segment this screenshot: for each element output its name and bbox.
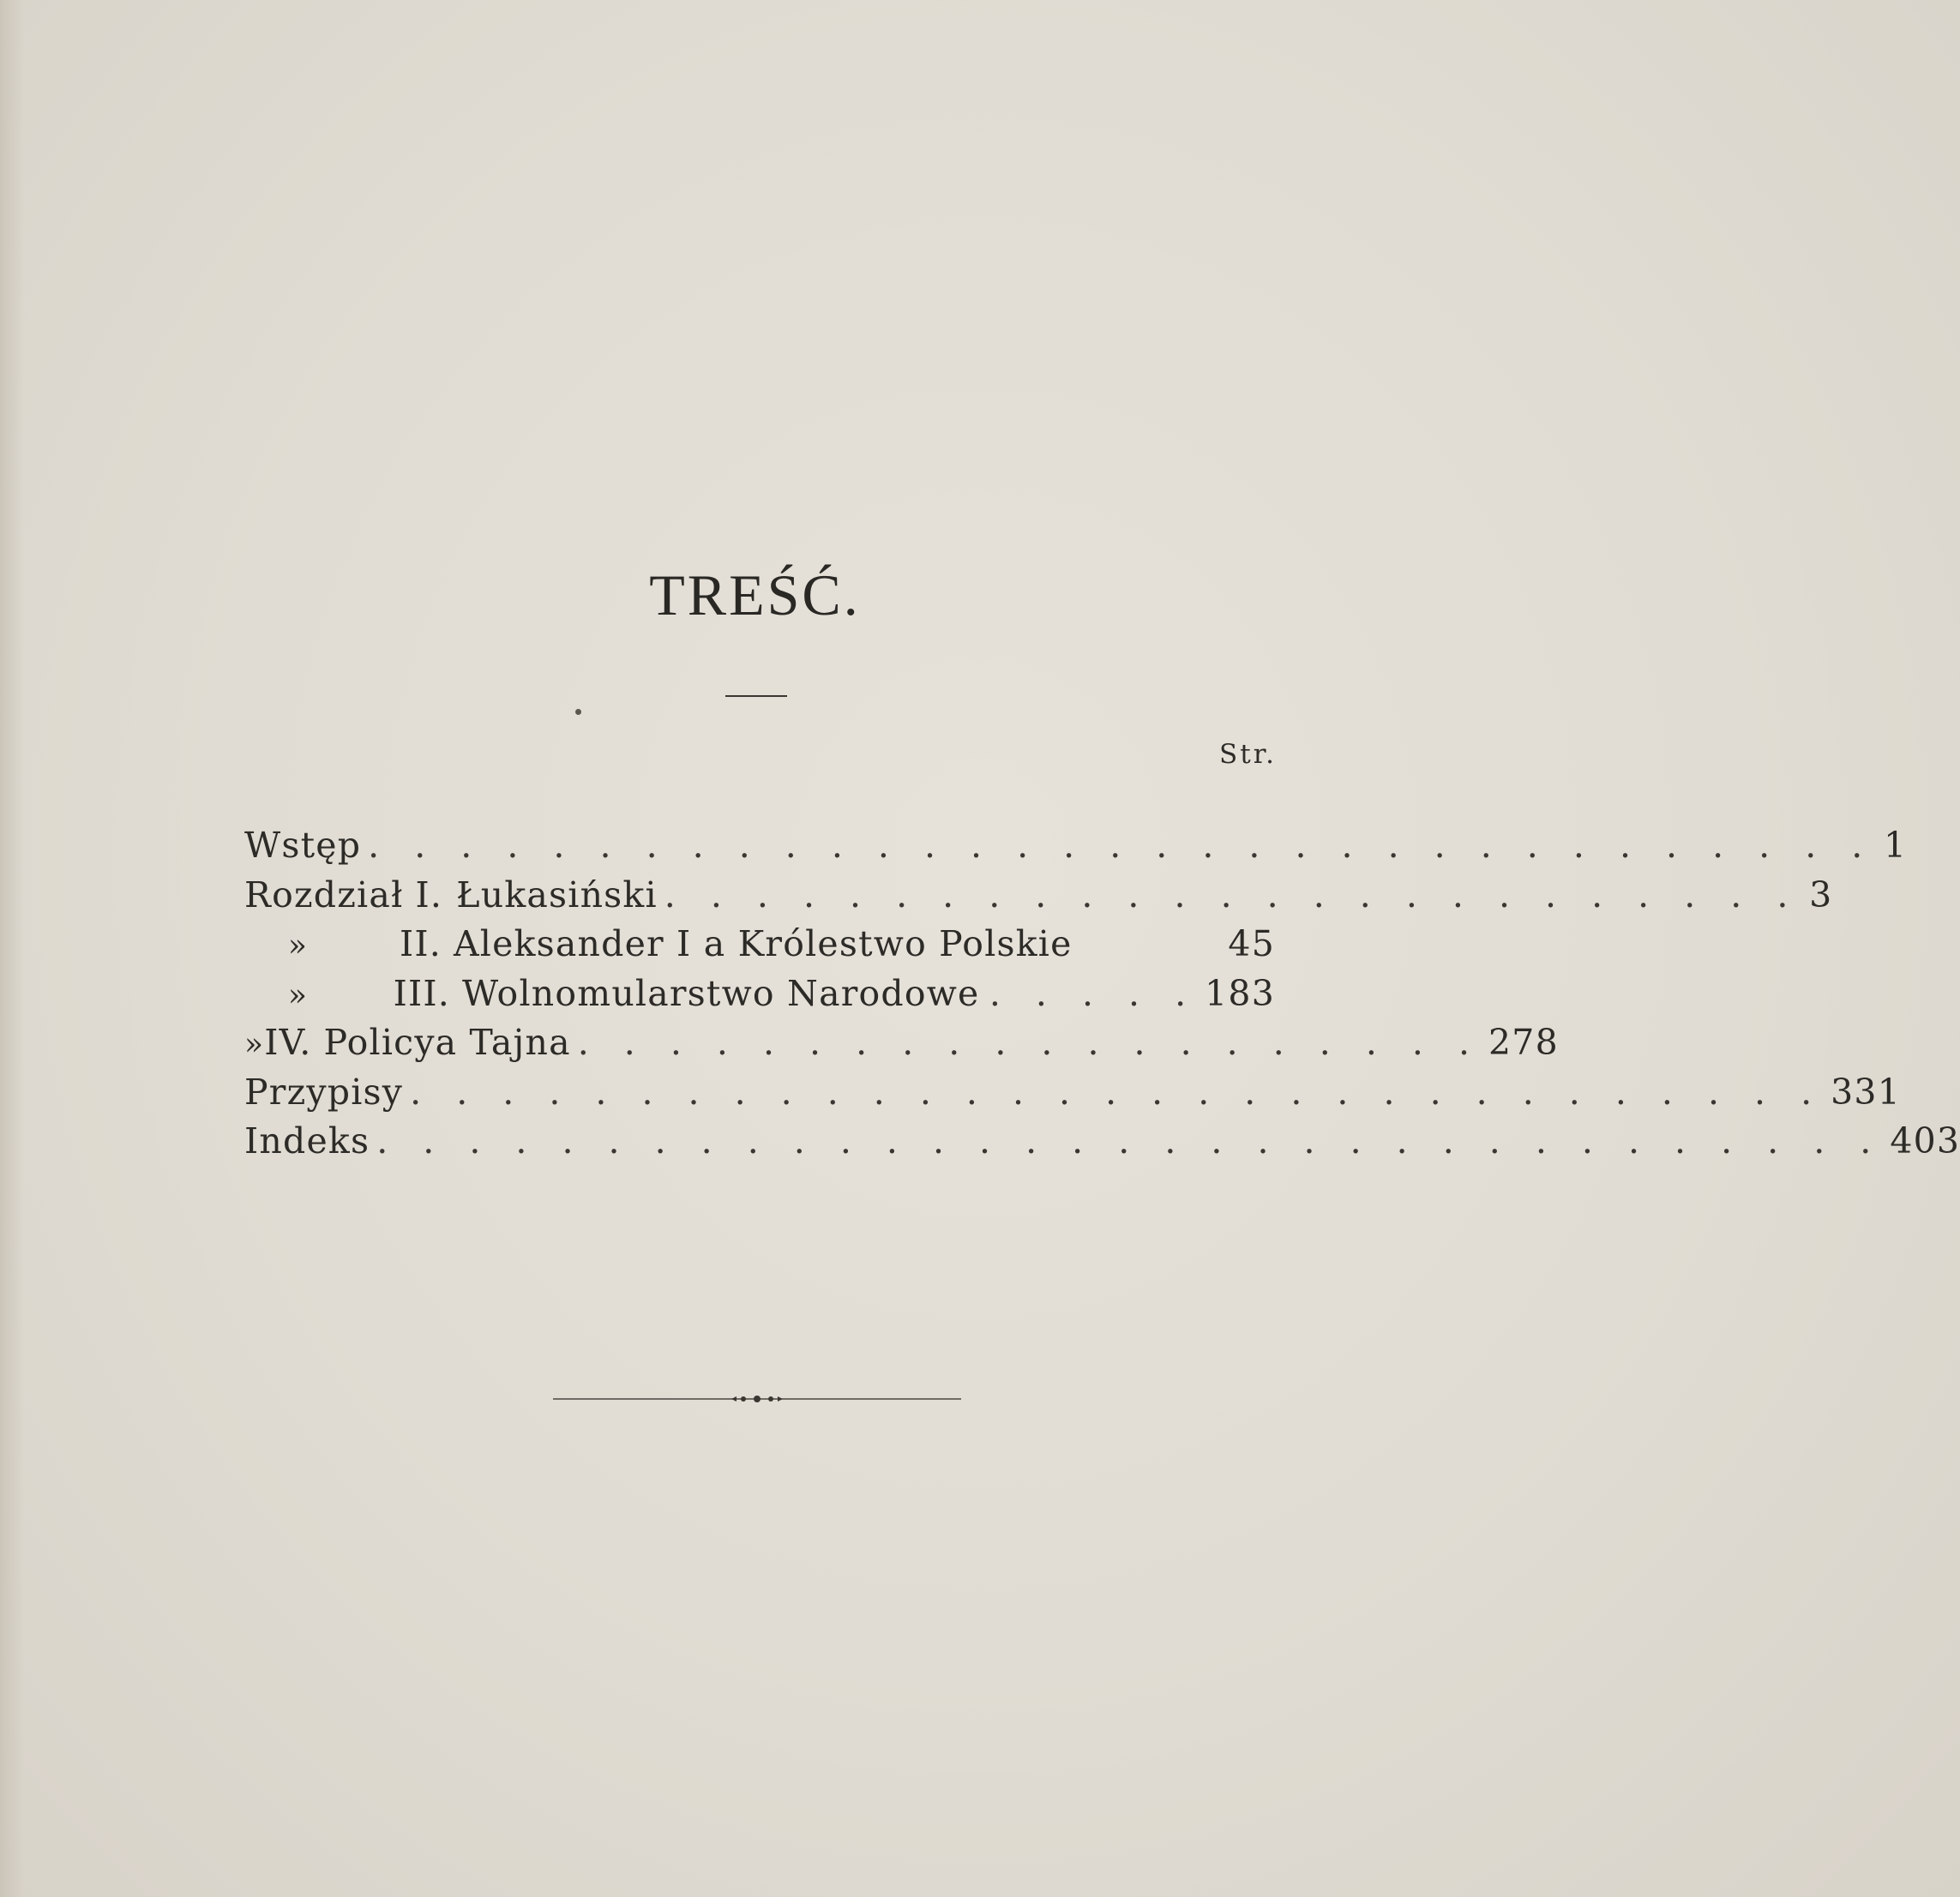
leader-dots: . . . . . . . . . . . . . . . . . . . . . . . . . . . . . . . . . bbox=[376, 1120, 1884, 1162]
chapter-title: Aleksander I a Królestwo Polskie bbox=[454, 923, 1073, 964]
ink-speck bbox=[575, 709, 581, 715]
page-number: 403 bbox=[1890, 1120, 1960, 1162]
chapter-title: Łukasiński bbox=[456, 873, 658, 915]
page-column-label: Str. bbox=[1219, 739, 1277, 770]
page-title: TREŚĆ. bbox=[649, 562, 861, 627]
page-number: 45 bbox=[1228, 923, 1275, 964]
chapter-title: Policya Tajna bbox=[323, 1022, 571, 1063]
entry-title: Wstęp bbox=[244, 825, 362, 866]
ditto-mark: » bbox=[287, 928, 309, 964]
toc-entry-chapter-4 bbox=[244, 1022, 1559, 1072]
table-of-contents bbox=[244, 825, 1960, 1170]
title-rule bbox=[725, 695, 787, 697]
toc-entry-chapter-3 bbox=[244, 973, 1275, 1023]
leader-dots: . . . . . . . . . . . . . . . . . . . . . . . . . . . . . . . bbox=[410, 1071, 1825, 1113]
toc-entry-chapter-1 bbox=[244, 873, 1833, 924]
leader-dots: . . . . . . . . . . . . . . . . . . . . . . . . . . . . . . . . . bbox=[368, 825, 1875, 866]
page-number: 1 bbox=[1884, 825, 1908, 866]
leader-dots: . . . . . . . . . . . . . . . . . . . . . . . . . bbox=[664, 873, 1801, 915]
toc-entry-indeks bbox=[244, 1120, 1960, 1170]
page-number: 183 bbox=[1205, 972, 1275, 1014]
chapter-numeral: III. bbox=[393, 972, 450, 1014]
chapter-numeral: I. bbox=[415, 873, 443, 915]
ornament-divider bbox=[553, 1389, 961, 1409]
ditto-mark: » bbox=[287, 977, 309, 1013]
page-number: 3 bbox=[1809, 873, 1833, 915]
entry-lead: Rozdział bbox=[244, 873, 404, 915]
toc-entry-przypisy bbox=[244, 1071, 1901, 1121]
leader-dots: . . . . . bbox=[989, 972, 1199, 1014]
chapter-title: Wolnomularstwo Narodowe bbox=[462, 972, 980, 1014]
chapter-numeral: II. bbox=[399, 923, 442, 964]
toc-entry-chapter-2 bbox=[244, 923, 1275, 973]
page-number: 331 bbox=[1831, 1071, 1901, 1113]
spine-shadow bbox=[0, 0, 24, 1897]
leader-dots: . . . . . . . . . . . . . . . . . . . . bbox=[577, 1022, 1482, 1063]
chapter-numeral: IV. bbox=[264, 1022, 312, 1063]
entry-title: Indeks bbox=[244, 1120, 370, 1162]
toc-entry-wstep bbox=[244, 825, 1908, 874]
ditto-mark: » bbox=[244, 1027, 265, 1062]
page-number: 278 bbox=[1488, 1022, 1559, 1063]
entry-title: Przypisy bbox=[244, 1071, 404, 1113]
